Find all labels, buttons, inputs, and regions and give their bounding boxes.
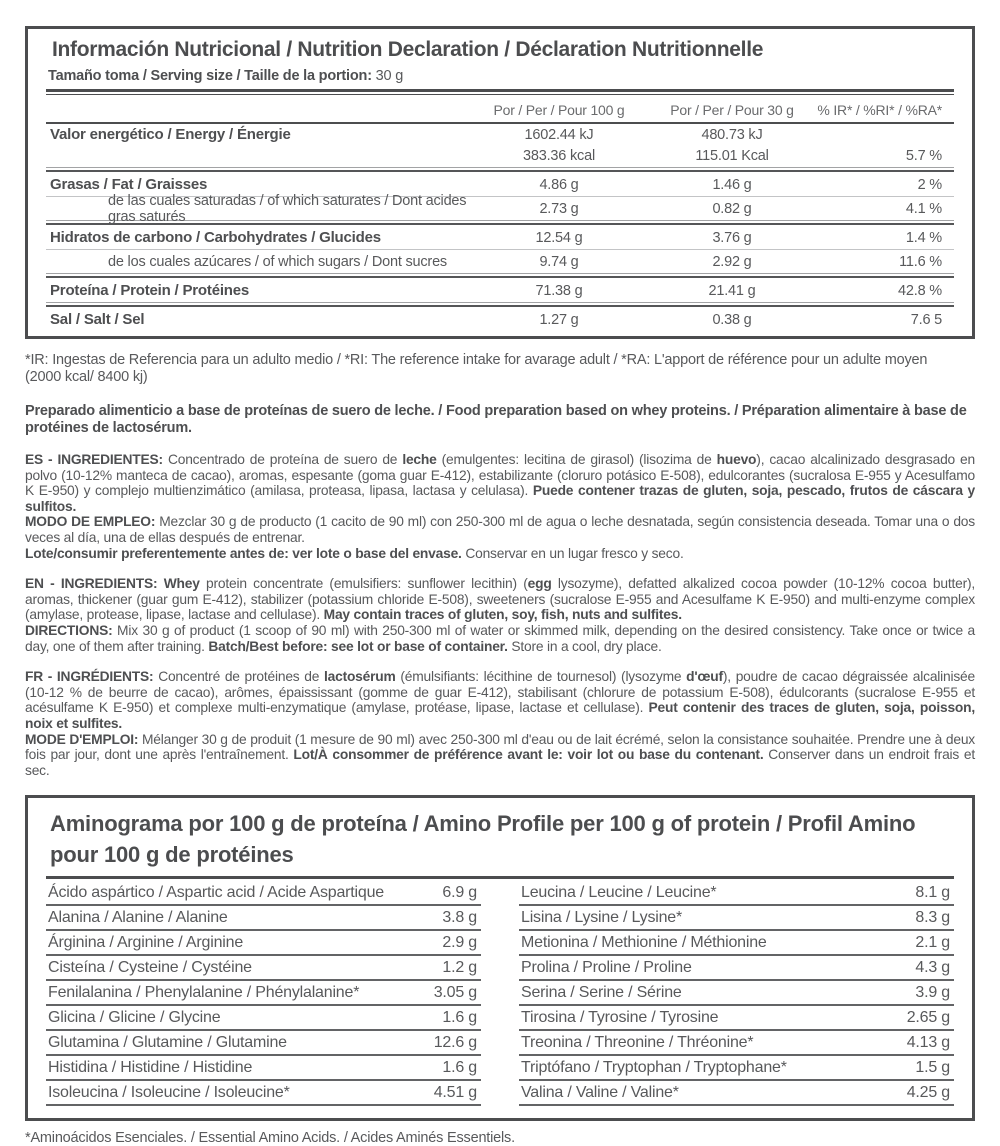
nutrient-label: Proteína / Protein / Protéines bbox=[50, 282, 250, 299]
value-per-100g: 9.74 g bbox=[539, 253, 579, 270]
amino-row-label: Tirosina / Tyrosine / Tyrosine bbox=[521, 1008, 719, 1026]
amino-row bbox=[46, 931, 481, 956]
value-per-30g: 0.82 g bbox=[712, 200, 752, 217]
nutrient-label: de las cuales saturadas / of which saturates / Dont acides gras saturés bbox=[108, 192, 467, 225]
amino-row bbox=[519, 1006, 954, 1031]
amino-row bbox=[46, 1006, 481, 1031]
bold-text-run: FR - INGRÉDIENTS: bbox=[25, 669, 159, 685]
per-100g-column-header: Por / Per / Pour 100 g bbox=[493, 101, 625, 118]
amino-row bbox=[46, 906, 481, 931]
amino-row-label: Glicina / Glicine / Glycine bbox=[48, 1008, 221, 1026]
amino-row bbox=[519, 906, 954, 931]
amino-profile-table bbox=[25, 795, 975, 1121]
nutrient-label: Valor energético / Energy / Énergie bbox=[50, 126, 291, 143]
text-run: lysozyme), defatted alkalized cocoa powder (10-12% cocoa butter), aromas, thickener (guar gum E-412), stabilizer (potassium chloride E-508), sweeteners (sucralose E-955 and Acesulfame K E-950) and multi-enzyme complex (amylase, protease, lipase, lactase and cellulase). bbox=[25, 576, 975, 623]
amino-row-value: 2.1 g bbox=[915, 933, 950, 951]
bold-text-run: DIRECTIONS: bbox=[25, 622, 118, 638]
text-run: Mélanger 30 g de produit (1 mesure de 90 ml) avec 250-300 ml d'eau ou de lait écrémé, selon la consistance souhaitée. Prendre une à deux fois par jour, dont une après l'entraînement. bbox=[25, 731, 975, 763]
bold-text-run: Lote/consumir preferentemente antes de: ver lote o base del envase. bbox=[25, 545, 466, 561]
bold-text-run: huevo bbox=[716, 452, 757, 467]
amino-row bbox=[519, 1031, 954, 1056]
ingredients-block-fr bbox=[25, 669, 975, 778]
text-run: Conserver dans un endroit frais et sec. bbox=[25, 747, 975, 778]
amino-row-value: 3.9 g bbox=[915, 983, 950, 1001]
bold-text-run: egg bbox=[527, 576, 558, 592]
bold-text-run: EN - INGREDIENTS: Whey bbox=[25, 576, 207, 592]
serving-size-line bbox=[46, 66, 954, 89]
row-divider-rule bbox=[46, 273, 954, 278]
amino-row-value: 2.9 g bbox=[442, 933, 477, 951]
amino-row bbox=[519, 981, 954, 1006]
amino-row bbox=[46, 956, 481, 981]
value-per-100g: 2.73 g bbox=[539, 200, 579, 217]
nutrition-row-line bbox=[46, 280, 954, 301]
amino-row bbox=[519, 1056, 954, 1081]
bold-text-run: MODO DE EMPLEO: bbox=[25, 514, 160, 530]
value-per-100g: 383.36 kcal bbox=[523, 147, 595, 164]
nutrition-rows bbox=[46, 124, 954, 330]
nutrition-row-line bbox=[46, 309, 954, 330]
amino-row-label: Serina / Serine / Sérine bbox=[521, 983, 682, 1001]
bold-text-run: Peut contenir des traces de gluten, soja, poisson, noix et sulfites. bbox=[25, 700, 976, 731]
value-per-30g: 2.92 g bbox=[712, 253, 752, 270]
nutrition-declaration-table bbox=[25, 26, 975, 339]
amino-row-value: 12.6 g bbox=[433, 1033, 477, 1051]
per-30g-column-header: Por / Per / Pour 30 g bbox=[670, 101, 794, 118]
amino-row-value: 4.13 g bbox=[906, 1033, 950, 1051]
amino-row bbox=[519, 956, 954, 981]
amino-column-left bbox=[46, 881, 481, 1106]
value-reference-intake-pct: 4.1 % bbox=[905, 200, 942, 217]
value-per-30g: 21.41 g bbox=[708, 282, 756, 299]
text-run: (2000 kcal/ 8400 kj) bbox=[25, 369, 148, 385]
reference-intake-column-header: % IR* / %RI* / %RA* bbox=[817, 101, 942, 118]
amino-row-label: Prolina / Proline / Proline bbox=[521, 958, 692, 976]
text-run: *IR: Ingestas de Referencia para un adulto medio / *RI: The reference intake for avarage adult / *RA: L'apport de référence pour un adulte moyen bbox=[25, 352, 928, 368]
text-run: Concentrado de proteína de suero de bbox=[167, 452, 403, 467]
amino-row-value: 6.9 g bbox=[442, 883, 477, 901]
amino-row-label: Alanina / Alanine / Alanine bbox=[48, 908, 228, 926]
bold-text-run: May contain traces of gluten, soy, fish, nuts and sulfites. bbox=[323, 607, 682, 623]
value-per-100g: 71.38 g bbox=[535, 282, 583, 299]
text-run: Concentré de protéines de bbox=[158, 669, 324, 685]
product-statement: Preparado alimenticio a base de proteínas de suero de leche. / Food preparation based on whey proteins. / Préparation alimentaire à base de protéines de lactosérum. bbox=[25, 403, 967, 436]
nutrient-label: de los cuales azúcares / of which sugars / Dont sucres bbox=[108, 253, 447, 270]
value-per-30g: 1.46 g bbox=[712, 176, 752, 193]
nutrient-label: Sal / Salt / Sel bbox=[50, 311, 145, 328]
row-divider-rule bbox=[46, 167, 954, 172]
amino-row-label: Valina / Valine / Valine* bbox=[521, 1083, 679, 1101]
amino-row bbox=[519, 881, 954, 906]
amino-row bbox=[46, 1081, 481, 1106]
amino-columns bbox=[46, 881, 954, 1106]
ingredients-block-es bbox=[25, 452, 975, 561]
bold-text-run: d'œuf bbox=[686, 669, 723, 685]
amino-row-value: 1.6 g bbox=[442, 1058, 477, 1076]
amino-row-value: 1.6 g bbox=[442, 1008, 477, 1026]
bold-text-run: MODE D'EMPLOI: bbox=[25, 731, 142, 747]
amino-row bbox=[46, 1031, 481, 1056]
serving-divider-rule bbox=[46, 89, 954, 95]
amino-row bbox=[519, 1081, 954, 1106]
value-per-30g: 115.01 Kcal bbox=[695, 147, 769, 164]
bold-text-run: Lot/À consommer de préférence avant le: voir lot ou base du contenant. bbox=[293, 747, 769, 763]
amino-row bbox=[46, 881, 481, 906]
bold-text-run: lactosérum bbox=[323, 669, 396, 685]
row-divider-rule bbox=[46, 302, 954, 307]
text-run: ), cacao alcalinizado desgrasado en polvo (10-12% manteca de cacao), aromas, espesante (goma guar E-412), estabilizante (cloruro potásico E-508), edulcorantes (sucralosa E-955 y Acesulfamo K E-950) y complejo multienzimático (amilasa, proteasa, lipasa, lactasa y celulasa). bbox=[25, 452, 975, 499]
amino-row-value: 4.51 g bbox=[433, 1083, 477, 1101]
nutrition-column-headers bbox=[46, 99, 954, 120]
value-per-30g: 3.76 g bbox=[712, 229, 752, 246]
nutrient-label: Hidratos de carbono / Carbohydrates / Glucides bbox=[50, 229, 381, 246]
nutrition-table-title: Información Nutricional / Nutrition Declaration / Déclaration Nutritionnelle bbox=[52, 38, 764, 61]
row-divider-rule bbox=[46, 249, 954, 250]
text-run: Conservar en un lugar fresco y seco. bbox=[465, 545, 684, 561]
amino-row bbox=[519, 931, 954, 956]
amino-row-label: Triptófano / Tryptophan / Tryptophane* bbox=[521, 1058, 787, 1076]
nutrition-row-line bbox=[46, 145, 954, 166]
value-reference-intake-pct: 5.7 % bbox=[905, 147, 942, 164]
bold-text-run: Batch/Best before: see lot or base of container. bbox=[208, 638, 512, 654]
value-reference-intake-pct: 7.6 5 bbox=[910, 311, 942, 328]
ingredients-block-en bbox=[25, 576, 975, 654]
text-run: Mezclar 30 g de producto (1 cacito de 90 ml) con 250-300 ml de agua o leche desnatada, según consistencia deseada. Tomar una o dos veces al día, una de ellas después de entrenar. bbox=[25, 514, 975, 545]
bold-text-run: ES - INGREDIENTES: bbox=[25, 452, 168, 467]
value-reference-intake-pct: 42.8 % bbox=[898, 282, 942, 299]
amino-row-label: Glutamina / Glutamine / Glutamine bbox=[48, 1033, 287, 1051]
amino-row-label: Fenilalanina / Phenylalanine / Phénylalanine* bbox=[48, 983, 360, 1001]
amino-row-label: Histidina / Histidine / Histidine bbox=[48, 1058, 253, 1076]
amino-row-value: 3.05 g bbox=[433, 983, 477, 1001]
amino-row-label: Metionina / Methionine / Méthionine bbox=[521, 933, 767, 951]
serving-size-value: 30 g bbox=[371, 68, 404, 84]
amino-row bbox=[46, 981, 481, 1006]
nutrition-row-line bbox=[46, 227, 954, 248]
essential-amino-acids-footnote: *Aminoácidos Esenciales. / Essential Amino Acids. / Acides Aminés Essentiels. bbox=[25, 1130, 515, 1146]
amino-row-label: Treonina / Threonine / Thréonine* bbox=[521, 1033, 754, 1051]
amino-row-label: Lisina / Lysine / Lysine* bbox=[521, 908, 683, 926]
bold-text-run: Puede contener trazas de gluten, soja, pescado, frutos de cáscara y sulfitos. bbox=[25, 483, 975, 514]
amino-row-value: 1.5 g bbox=[915, 1058, 950, 1076]
reference-intake-note bbox=[25, 352, 975, 386]
amino-row-value: 2.65 g bbox=[906, 1008, 950, 1026]
value-per-30g: 480.73 kJ bbox=[701, 126, 763, 143]
nutrition-row-line bbox=[46, 251, 954, 272]
amino-row-value: 4.25 g bbox=[906, 1083, 950, 1101]
amino-row-value: 8.3 g bbox=[915, 908, 950, 926]
amino-row-value: 1.2 g bbox=[442, 958, 477, 976]
amino-row bbox=[46, 1056, 481, 1081]
text-run: Mix 30 g of product (1 scoop of 90 ml) with 250-300 ml of water or skimmed milk, depending on the desired consistency. Take once or twice a day, one of them after training. bbox=[25, 622, 975, 654]
text-run: protein concentrate (emulsifiers: sunflower lecithin) ( bbox=[206, 576, 528, 592]
value-per-100g: 1602.44 kJ bbox=[524, 126, 594, 143]
value-per-30g: 0.38 g bbox=[712, 311, 752, 328]
value-reference-intake-pct: 2 % bbox=[917, 176, 942, 193]
amino-row-label: Isoleucina / Isoleucine / Isoleucine* bbox=[48, 1083, 290, 1101]
bold-text-run: leche bbox=[402, 452, 437, 467]
value-per-100g: 12.54 g bbox=[535, 229, 583, 246]
amino-row-label: Ácido aspártico / Aspartic acid / Acide Aspartique bbox=[48, 883, 384, 901]
text-run: ), poudre de cacao dégraissée alcalinisée (10-12 % de beurre de cacao), arômes, épaississant (gomme de guar E-412), stabilisant (chlorure de potassium E-508), édulcorants (sucralose E-955 et acésulfame K E-950) et complexe multi-enzymatique (amylase, protéase, lipase, lactase et cellulase). bbox=[25, 669, 976, 716]
amino-row-value: 4.3 g bbox=[915, 958, 950, 976]
amino-column-right bbox=[519, 881, 954, 1106]
text-run: (emulgentes: lecitina de girasol) (lisozima de bbox=[436, 452, 717, 467]
amino-row-label: Cisteína / Cysteine / Cystéine bbox=[48, 958, 252, 976]
amino-row-label: Leucina / Leucine / Leucine* bbox=[521, 883, 717, 901]
nutrition-row-line bbox=[46, 124, 954, 145]
amino-row-label: Árginina / Arginine / Arginine bbox=[48, 933, 244, 951]
amino-table-title: Aminograma por 100 g de proteína / Amino Profile per 100 g of protein / Profil Amino pour 100 g de protéines bbox=[46, 804, 954, 879]
value-per-100g: 1.27 g bbox=[539, 311, 579, 328]
nutrition-row-line bbox=[46, 192, 954, 225]
value-per-100g: 4.86 g bbox=[539, 176, 579, 193]
value-reference-intake-pct: 1.4 % bbox=[905, 229, 942, 246]
serving-size-label: Tamaño toma / Serving size / Taille de la portion: bbox=[48, 68, 372, 84]
text-run: (émulsifiants: lécithine de tournesol) (lysozyme bbox=[395, 669, 687, 685]
amino-row-value: 3.8 g bbox=[442, 908, 477, 926]
text-run: Store in a cool, dry place. bbox=[511, 638, 662, 654]
amino-row-value: 8.1 g bbox=[915, 883, 950, 901]
nutrient-label: Grasas / Fat / Graisses bbox=[50, 176, 208, 193]
value-reference-intake-pct: 11.6 % bbox=[899, 253, 942, 270]
